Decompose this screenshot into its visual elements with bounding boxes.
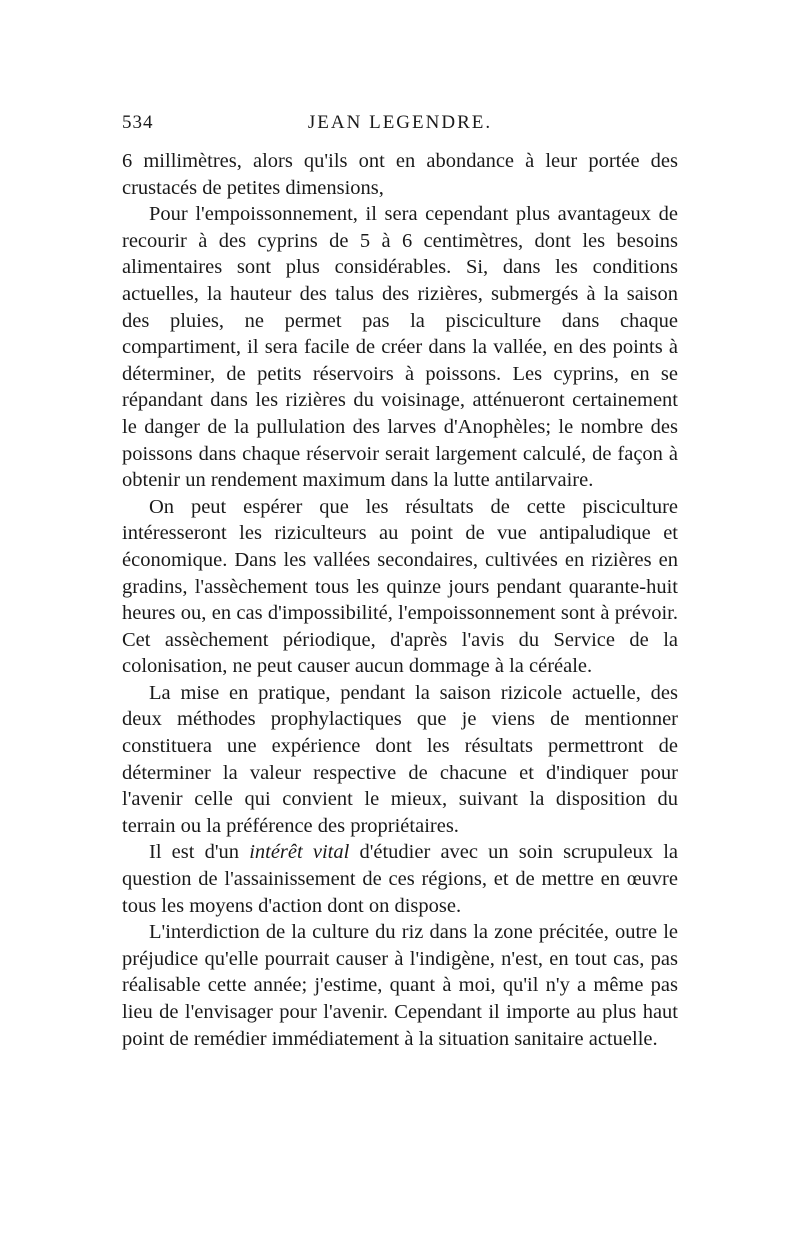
- paragraph: [122, 494, 678, 680]
- book-page: [122, 112, 678, 1052]
- page-number: 534: [122, 112, 154, 133]
- running-title: JEAN LEGENDRE.: [307, 112, 493, 133]
- paragraph: [122, 201, 678, 494]
- paragraph: [122, 148, 678, 201]
- paragraph-text: L'interdiction de la culture du riz dans la zone précitée, outre le préjudice qu'elle pourrait causer à l'indigène, n'est, en tout cas, pas réalisable cette année; j'estime, quant à moi, qu'il n'y a même pas lieu de l'envisager pour l'avenir. Cependant il importe au plus haut point de remédier immédiatement à la situation sanitaire actuelle.: [122, 921, 678, 1050]
- paragraph: [122, 680, 678, 840]
- paragraph-text: Pour l'empoissonnement, il sera cependant plus avantageux de recourir à des cyprins de 5 à 6 centimètres, dont les besoins alimentaires sont plus considérables. Si, dans les conditions actuelles, la hauteur des talus des rizières, submergés à la saison des pluies, ne permet pas la pisciculture dans chaque compartiment, il sera facile de créer dans la vallée, en des points à déterminer, de petits réservoirs à poissons. Les cyprins, en se répandant dans les rizières du voisinage, atténueront certainement le danger de la pullulation des larves d'Anophèles; le nombre des poissons dans chaque réservoir serait largement calculé, de façon à obtenir un rendement maximum dans la lutte antilarvaire.: [122, 203, 678, 492]
- paragraph-text: d'étudier avec un soin scrupuleux la question de l'assainissement de ces régions, et de mettre en œuvre tous les moyens d'action dont on dispose.: [122, 841, 678, 917]
- paragraph: [122, 839, 678, 919]
- paragraph-text: La mise en pratique, pendant la saison rizicole actuelle, des deux méthodes prophylactiques que je viens de mentionner constituera une expérience dont les résultats permettront de déterminer la valeur respective de chacune et d'indiquer pour l'avenir celle qui convient le mieux, suivant la disposition du terrain ou la préférence des propriétaires.: [122, 681, 678, 837]
- body-text: [122, 148, 678, 1052]
- paragraph-text: Il est d'un: [149, 841, 250, 864]
- paragraph-text: On peut espérer que les résultats de cette pisciculture intéresseront les riziculteurs au point de vue antipaludique et économique. Dans les vallées secondaires, cultivées en rizières en gradins, l'assèchement tous les quinze jours pendant quarante-huit heures ou, en cas d'impossibilité, l'empoissonnement sont à prévoir. Cet assèchement périodique, d'après l'avis du Service de la colonisation, ne peut causer aucun dommage à la céréale.: [122, 495, 678, 678]
- paragraph-text: 6 millimètres, alors qu'ils ont en abondance à leur portée des crustacés de petites dimensions,: [122, 150, 678, 199]
- paragraph: [122, 919, 678, 1052]
- running-head: [122, 112, 678, 142]
- italic-emphasis: intérêt vital: [249, 841, 350, 864]
